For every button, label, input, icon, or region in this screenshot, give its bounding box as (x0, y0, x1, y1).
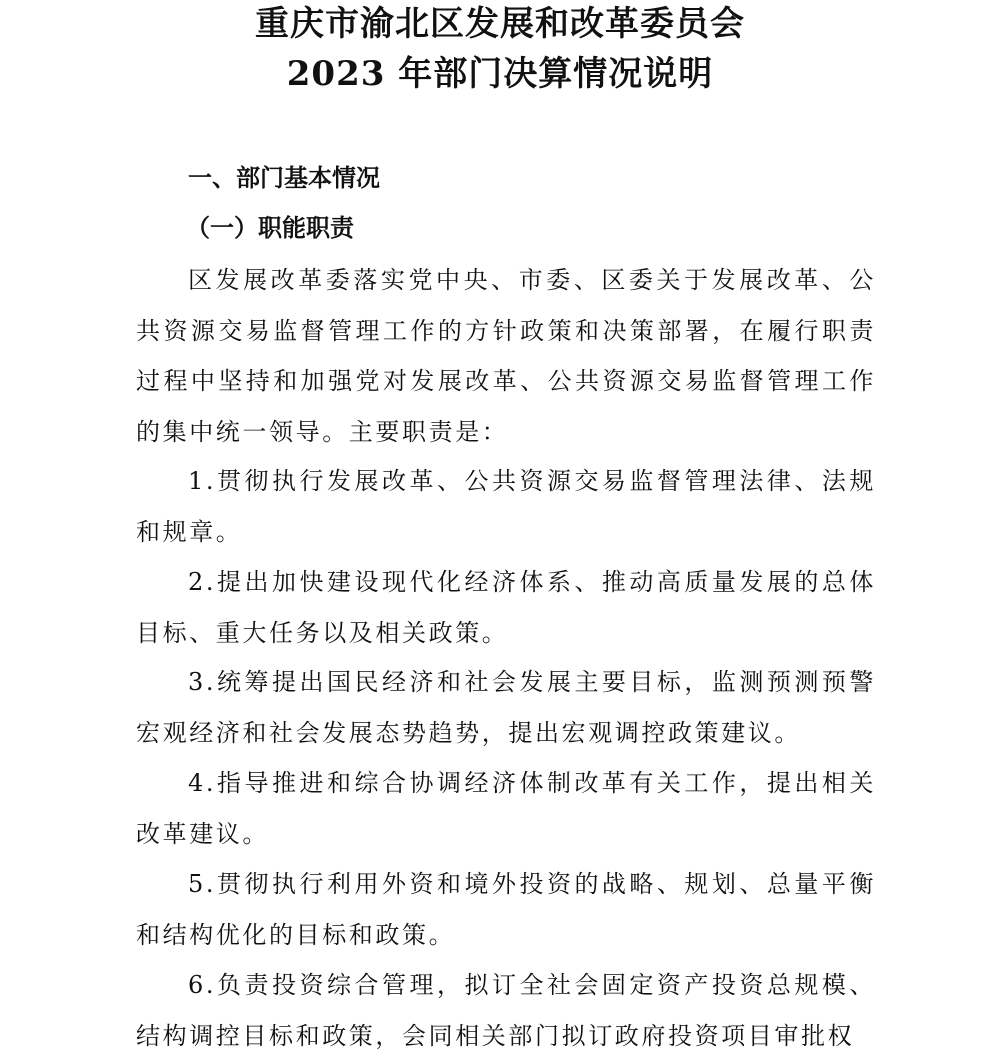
document-title-line2: 2023 年部门决算情况说明 (286, 54, 714, 94)
subsection-heading-functions: （一）职能职责 (186, 213, 354, 242)
section-heading-basic-info: 一、部门基本情况 (188, 163, 380, 192)
intro-paragraph: 区发展改革委落实党中央、市委、区委关于发展改革、公共资源交易监督管理工作的方针政策和决策部署，在履行职责过程中坚持和加强党对发展改革、公共资源交易监督管理工作的集中统一领导。主要职责是： (136, 266, 876, 446)
duty-item-1: 1.贯彻执行发展改革、公共资源交易监督管理法律、法规和规章。 (136, 467, 876, 546)
duty-item-6: 6.负责投资综合管理，拟订全社会固定资产投资总规模、结构调控目标和政策，会同相关部门拟订政府投资项目审批权 (136, 971, 876, 1050)
duty-item-5: 5.贯彻执行利用外资和境外投资的战略、规划、总量平衡和结构优化的目标和政策。 (136, 870, 876, 949)
duty-item-2: 2.提出加快建设现代化经济体系、推动高质量发展的总体目标、重大任务以及相关政策。 (136, 568, 876, 647)
duty-item-3: 3.统筹提出国民经济和社会发展主要目标，监测预测预警宏观经济和社会发展态势趋势，提出宏观调控政策建议。 (136, 668, 876, 747)
duty-item-4: 4.指导推进和综合协调经济体制改革有关工作，提出相关改革建议。 (136, 769, 876, 848)
document-title-line1: 重庆市渝北区发展和改革委员会 (255, 4, 745, 44)
